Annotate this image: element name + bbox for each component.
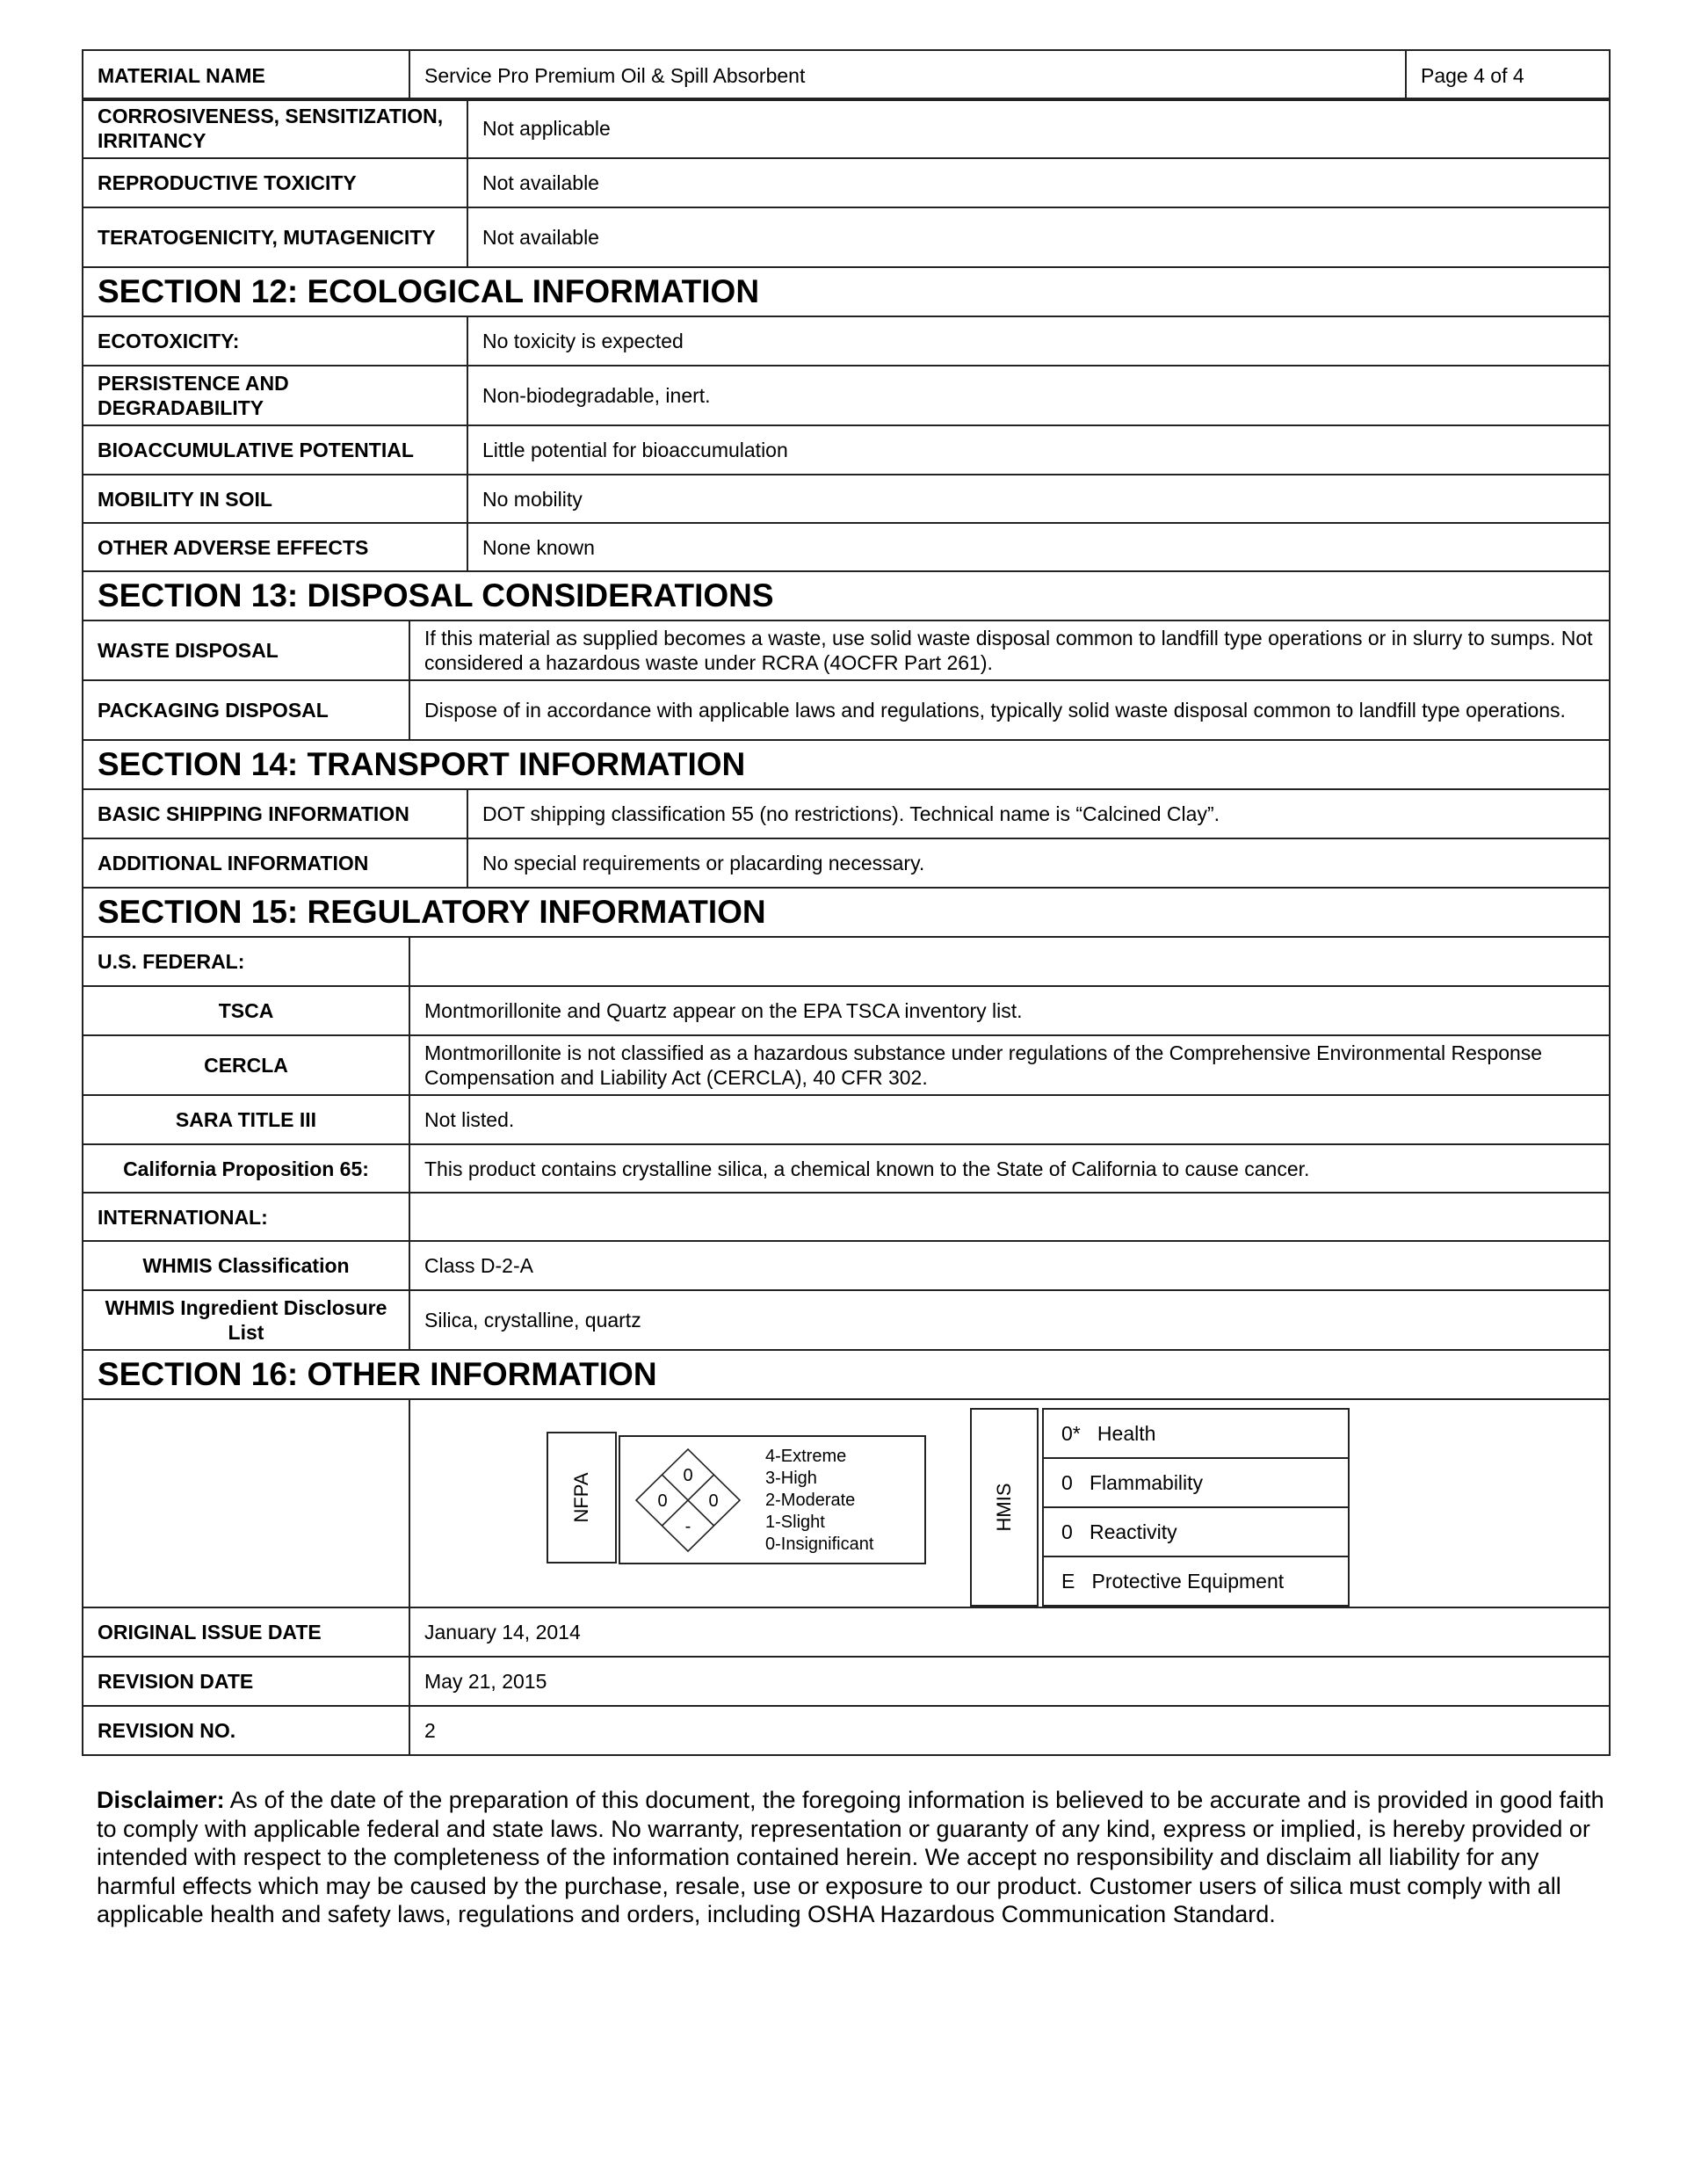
- nfpa-legend: [765, 1446, 873, 1556]
- reproductive-toxicity-value: Not available: [467, 158, 1610, 207]
- prop65-label: California Proposition 65:: [83, 1144, 409, 1193]
- packaging-disposal-label: PACKAGING DISPOSAL: [83, 680, 409, 740]
- header-table: [82, 49, 1611, 101]
- persistence-label: PERSISTENCE AND DEGRADABILITY: [83, 366, 467, 425]
- table-row: [83, 366, 1610, 425]
- hmis-protective-equipment: E Protective Equipment: [1043, 1556, 1349, 1606]
- table-row: [83, 937, 1610, 986]
- prop65-value: This product contains crystalline silica, a chemical known to the State of California to cause cancer.: [409, 1144, 1610, 1193]
- table-row: [83, 158, 1610, 207]
- table-row: [83, 986, 1610, 1035]
- additional-info-value: No special requirements or placarding necessary.: [467, 838, 1610, 888]
- table-row: [83, 98, 1610, 158]
- table-row: [83, 316, 1610, 366]
- hmis-health: 0* Health: [1043, 1409, 1349, 1458]
- nfpa-reactivity-value: 0: [708, 1491, 719, 1511]
- whmis-classification-value: Class D-2-A: [409, 1241, 1610, 1290]
- mobility-label: MOBILITY IN SOIL: [83, 475, 467, 523]
- ecotoxicity-label: ECOTOXICITY:: [83, 316, 467, 366]
- legend-item: 3-High: [765, 1469, 817, 1488]
- tsca-value: Montmorillonite and Quartz appear on the EPA TSCA inventory list.: [409, 986, 1610, 1035]
- disclaimer-label: Disclaimer:: [97, 1787, 225, 1813]
- nfpa-health-value: 0: [683, 1466, 693, 1485]
- teratogenicity-label: TERATOGENICITY, MUTAGENICITY: [83, 207, 467, 267]
- hmis-flammability: 0 Flammability: [1043, 1458, 1349, 1507]
- material-name-label: MATERIAL NAME: [83, 50, 409, 100]
- corrosiveness-value: Not applicable: [467, 98, 1610, 158]
- bioaccumulative-label: BIOACCUMULATIVE POTENTIAL: [83, 425, 467, 475]
- hmis-reactivity: 0 Reactivity: [1043, 1507, 1349, 1556]
- tsca-label: TSCA: [83, 986, 409, 1035]
- table-row: [83, 425, 1610, 475]
- nfpa-special-value: -: [684, 1517, 691, 1536]
- table-row: [83, 680, 1610, 740]
- section-header-row: [83, 740, 1610, 789]
- hmis-row: [1043, 1409, 1349, 1458]
- section-16-title: SECTION 16: OTHER INFORMATION: [83, 1350, 1610, 1399]
- legend-item: 1-Slight: [765, 1513, 825, 1532]
- reproductive-toxicity-label: REPRODUCTIVE TOXICITY: [83, 158, 467, 207]
- section-header-row: [83, 1350, 1610, 1399]
- revision-no-label: REVISION NO.: [83, 1706, 409, 1755]
- basic-shipping-label: BASIC SHIPPING INFORMATION: [83, 789, 467, 838]
- us-federal-label: U.S. FEDERAL:: [83, 937, 409, 986]
- revision-no-value: 2: [409, 1706, 1610, 1755]
- original-issue-label: ORIGINAL ISSUE DATE: [83, 1607, 409, 1657]
- whmis-ingredient-label: WHMIS Ingredient Disclosure List: [83, 1290, 409, 1350]
- us-federal-empty: [409, 937, 1610, 986]
- section-header-row: [83, 888, 1610, 937]
- section-header-row: [83, 571, 1610, 620]
- original-issue-value: January 14, 2014: [409, 1607, 1610, 1657]
- section-14-title: SECTION 14: TRANSPORT INFORMATION: [83, 740, 1610, 789]
- table-row: [83, 475, 1610, 523]
- waste-disposal-value: If this material as supplied becomes a waste, use solid waste disposal common to landfill type operations or in slurry to sumps. Not considered a hazardous waste under RCRA (4OCFR Part 261).: [409, 620, 1610, 680]
- legend-item: 0-Insignificant: [765, 1535, 874, 1554]
- waste-disposal-label: WASTE DISPOSAL: [83, 620, 409, 680]
- disclaimer-text: As of the date of the preparation of this document, the foregoing information is believed to be accurate and is provided in good faith to comply with applicable federal and state laws. No warranty, representation or guaranty of any kind, express or implied, is hereby provided or intended with respect to the completeness of the information contained herein. We accept no responsibility and disclaim all liability for any harmful effects which may be caused by the purchase, resale, use or exposure to our product. Customer users of silica must comply with all applicable health and safety laws, regulations and orders, including OSHA Hazardous Communication Standard.: [97, 1787, 1604, 1927]
- section-12-title: SECTION 12: ECOLOGICAL INFORMATION: [83, 267, 1610, 316]
- nfpa-label: NFPA: [570, 1472, 592, 1523]
- table-row: [83, 1706, 1610, 1755]
- hazard-ratings-empty-cell: [83, 1399, 409, 1607]
- hmis-row: [1043, 1458, 1349, 1507]
- revision-date-label: REVISION DATE: [83, 1657, 409, 1706]
- basic-shipping-value: DOT shipping classification 55 (no restrictions). Technical name is “Calcined Clay”.: [467, 789, 1610, 838]
- section-13-title: SECTION 13: DISPOSAL CONSIDERATIONS: [83, 571, 1610, 620]
- international-empty: [409, 1193, 1610, 1241]
- table-row: [83, 620, 1610, 680]
- ecotoxicity-value: No toxicity is expected: [467, 316, 1610, 366]
- persistence-value: Non-biodegradable, inert.: [467, 366, 1610, 425]
- table-row: [83, 1607, 1610, 1657]
- hmis-label: HMIS: [993, 1483, 1015, 1532]
- nfpa-flammability-value: 0: [657, 1491, 668, 1511]
- table-row: [83, 523, 1610, 571]
- table-row: [83, 207, 1610, 267]
- hmis-label-box: [970, 1408, 1039, 1607]
- bioaccumulative-value: Little potential for bioaccumulation: [467, 425, 1610, 475]
- table-row: [83, 1035, 1610, 1095]
- hmis-table: [1042, 1408, 1350, 1607]
- legend-item: 2-Moderate: [765, 1491, 856, 1510]
- other-adverse-value: None known: [467, 523, 1610, 571]
- product-name: Service Pro Premium Oil & Spill Absorbent: [409, 50, 1406, 100]
- cercla-value: Montmorillonite is not classified as a hazardous substance under regulations of the Comprehensive Environmental Response Compensation and Liability Act (CERCLA), 40 CFR 302.: [409, 1035, 1610, 1095]
- section-15-title: SECTION 15: REGULATORY INFORMATION: [83, 888, 1610, 937]
- page-number: Page 4 of 4: [1406, 50, 1610, 100]
- teratogenicity-value: Not available: [467, 207, 1610, 267]
- table-row: [83, 1144, 1610, 1193]
- other-adverse-label: OTHER ADVERSE EFFECTS: [83, 523, 467, 571]
- revision-date-value: May 21, 2015: [409, 1657, 1610, 1706]
- legend-item: 4-Extreme: [765, 1447, 847, 1466]
- sara-label: SARA TITLE III: [83, 1095, 409, 1144]
- corrosiveness-label: CORROSIVENESS, SENSITIZATION, IRRITANCY: [83, 98, 467, 158]
- table-row: [83, 1290, 1610, 1350]
- section-header-row: [83, 267, 1610, 316]
- table-row: [83, 1241, 1610, 1290]
- hmis-row: [1043, 1556, 1349, 1606]
- international-label: INTERNATIONAL:: [83, 1193, 409, 1241]
- table-row: [83, 789, 1610, 838]
- table-row: [83, 1193, 1610, 1241]
- whmis-ingredient-value: Silica, crystalline, quartz: [409, 1290, 1610, 1350]
- disclaimer: [97, 1786, 1608, 1929]
- additional-info-label: ADDITIONAL INFORMATION: [83, 838, 467, 888]
- nfpa-diamond-icon: [631, 1446, 745, 1556]
- nfpa-label-box: [547, 1432, 617, 1564]
- table-row: [83, 1095, 1610, 1144]
- packaging-disposal-value: Dispose of in accordance with applicable laws and regulations, typically solid waste disposal common to landfill type operations.: [409, 680, 1610, 740]
- sara-value: Not listed.: [409, 1095, 1610, 1144]
- mobility-value: No mobility: [467, 475, 1610, 523]
- whmis-classification-label: WHMIS Classification: [83, 1241, 409, 1290]
- cercla-label: CERCLA: [83, 1035, 409, 1095]
- nfpa-diamond-panel: [619, 1435, 926, 1564]
- table-row: [83, 1657, 1610, 1706]
- hmis-row: [1043, 1507, 1349, 1556]
- header-row: [83, 50, 1610, 100]
- table-row: [83, 838, 1610, 888]
